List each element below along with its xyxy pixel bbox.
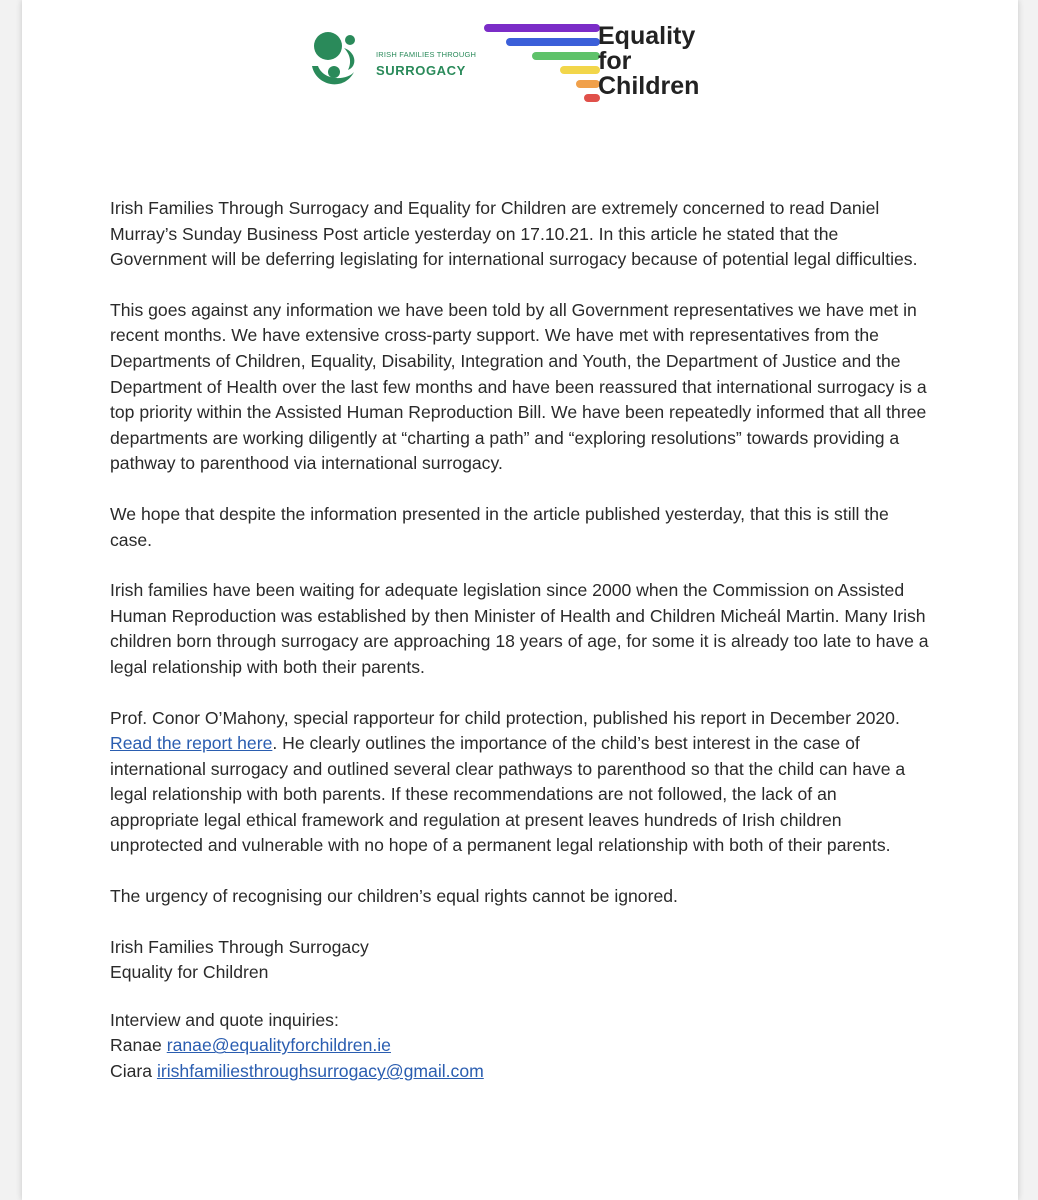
contact-name: Ranae <box>110 1035 167 1056</box>
letter-body <box>110 196 930 1107</box>
signature-line-2: Equality for Children <box>110 962 269 983</box>
equality-for-children-logo <box>484 22 744 106</box>
email-link-ciara[interactable]: irishfamiliesthroughsurrogacy@gmail.com <box>156 1061 484 1082</box>
logo-wordmark <box>598 24 699 99</box>
logo-word-2: for <box>598 47 632 75</box>
family-mark-icon <box>304 26 364 92</box>
email-link-ranae[interactable]: ranae@equalityforchildren.ie <box>166 1035 391 1056</box>
paragraph-4: Irish families have been waiting for adequate legislation since 2000 when the Commission on Assisted Human Reproduction was established by then Minister of Health and Children Micheál Martin. Many Irish children born through surrogacy are approaching 18 years of age, for some it is already too late to have a legal relationship with both their parents. <box>110 580 929 677</box>
contacts-block <box>110 1008 930 1085</box>
logo-word-1: Equality <box>598 22 696 50</box>
paragraph-6: The urgency of recognising our children’s equal rights cannot be ignored. <box>110 886 678 907</box>
logo-subtitle: IRISH FAMILIES THROUGH <box>376 50 477 59</box>
rainbow-bars-icon <box>484 22 604 106</box>
document-page <box>22 0 1018 1200</box>
paragraph-5-text-start: Prof. Conor O’Mahony, special rapporteur for child protection, published his report in December 2020. <box>110 707 900 728</box>
paragraph-1: Irish Families Through Surrogacy and Equality for Children are extremely concerned to read Daniel Murray’s Sunday Business Post article yesterday on 17.10.21. In this article he stated that the Government will be deferring legislating for international surrogacy because of potential legal difficulties. <box>110 198 918 270</box>
signature-line-1: Irish Families Through Surrogacy <box>110 936 369 957</box>
contact-name: Ciara <box>110 1061 157 1082</box>
paragraph-2: This goes against any information we have been told by all Government representatives we have met in recent months. We have extensive cross-party support. We have met with representatives from the Departments of Children, Equality, Disability, Integration and Youth, the Department of Justice and the Department of Health over the last few months and have been reassured that international surrogacy is a top priority within the Assisted Human Reproduction Bill. We have been repeatedly informed that all three departments are working diligently at “charting a path” and “exploring resolutions” towards providing a pathway to parenthood via international surrogacy. <box>110 299 927 474</box>
irish-families-through-surrogacy-logo <box>304 26 504 92</box>
paragraph-3: We hope that despite the information presented in the article published yesterday, that this is still the case. <box>110 503 889 550</box>
contacts-heading: Interview and quote inquiries: <box>110 1009 339 1030</box>
logo-word-3: Children <box>598 72 700 100</box>
contact-ciara <box>110 1059 930 1085</box>
logo-title: SURROGACY <box>376 63 466 78</box>
report-link[interactable]: Read the report here <box>110 733 273 754</box>
paragraph-5 <box>110 706 930 860</box>
contact-ranae <box>110 1033 930 1059</box>
signature-block <box>110 935 930 986</box>
paragraph-5-text-end: . He clearly outlines the importance of the child’s best interest in the case of international surrogacy and outlined several clear pathways to parenthood so that the child can have a legal relationship with both parents. If these recommendations are not followed, the lack of an appropriate legal ethical framework and regulation at present leaves hundreds of Irish children unprotected and vulnerable with no hope of a permanent legal relationship with both of their parents. <box>110 733 906 856</box>
header-logos <box>22 0 1018 120</box>
